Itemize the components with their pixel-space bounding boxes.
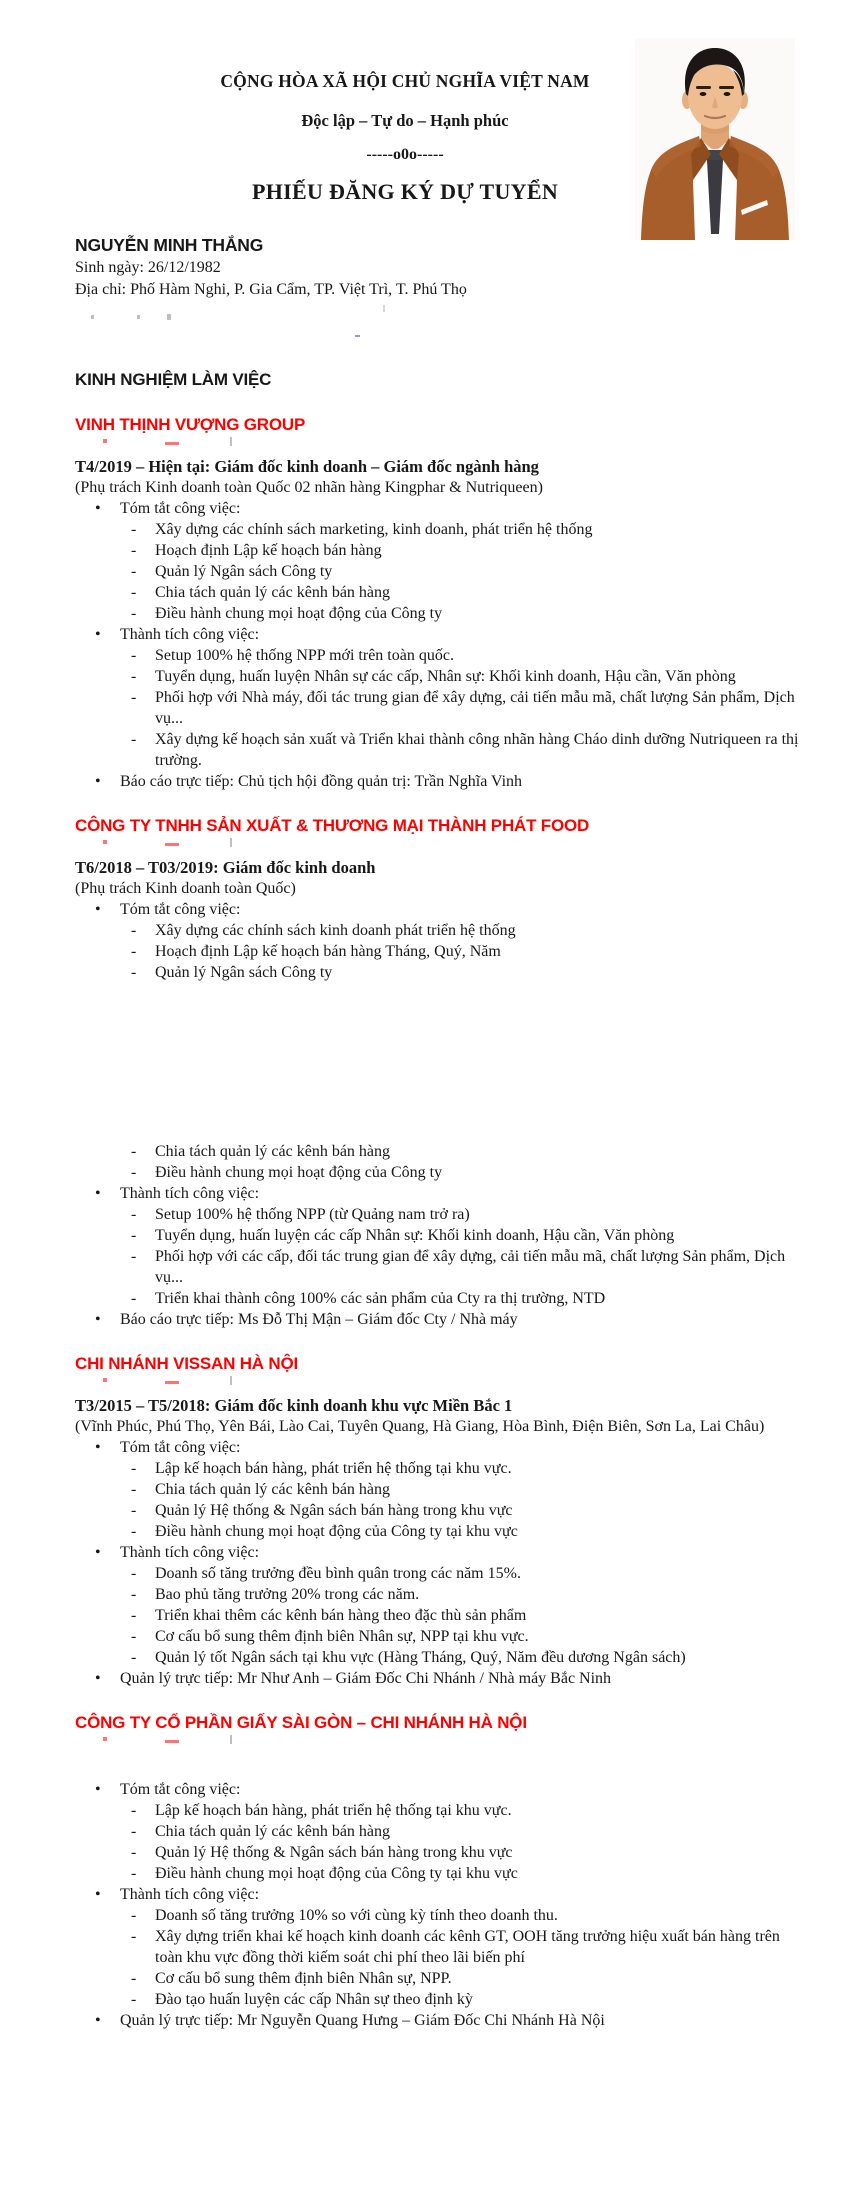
company-heading: CHI NHÁNH VISSAN HÀ NỘI bbox=[75, 1354, 299, 1373]
dash-icon: - bbox=[131, 521, 137, 538]
item-text: Xây dựng các chính sách marketing, kinh doanh, phát triển hệ thống bbox=[155, 521, 593, 538]
item-text: Chia tách quản lý các kênh bán hàng bbox=[155, 1481, 391, 1498]
applicant-info bbox=[75, 233, 805, 345]
bullet-item bbox=[75, 1437, 805, 1458]
item-text: Đào tạo huấn luyện các cấp Nhân sự theo định kỳ bbox=[155, 1991, 473, 2008]
dash-icon: - bbox=[131, 1164, 137, 1181]
erased-mark bbox=[103, 1737, 107, 1741]
national-motto: Độc lập – Tự do – Hạnh phúc bbox=[301, 111, 509, 130]
erased-mark bbox=[165, 1381, 179, 1384]
dash-icon: - bbox=[131, 1290, 137, 1307]
header-divider: -----o0o----- bbox=[366, 146, 444, 163]
item-text: Tuyển dụng, huấn luyện Nhân sự các cấp, Nhân sự: Khối kinh doanh, Hậu cần, Văn phòng bbox=[155, 668, 736, 685]
bullet-item bbox=[75, 1884, 805, 1905]
item-text: Tóm tắt công việc: bbox=[120, 1439, 241, 1456]
dash-item bbox=[75, 666, 805, 687]
dash-item bbox=[75, 1458, 805, 1479]
bullet-icon: • bbox=[95, 901, 101, 918]
item-text: Tóm tắt công việc: bbox=[120, 1781, 241, 1798]
item-text: Setup 100% hệ thống NPP (từ Quảng nam trở ra) bbox=[155, 1206, 470, 1223]
dash-item bbox=[75, 1479, 805, 1500]
erased-mark bbox=[103, 840, 107, 844]
dash-item bbox=[75, 1521, 805, 1542]
dash-icon: - bbox=[131, 1823, 137, 1840]
dash-item bbox=[75, 1926, 805, 1968]
dash-item bbox=[75, 519, 805, 540]
item-text: Quản lý Ngân sách Công ty bbox=[155, 964, 333, 981]
company-heading: VINH THỊNH VƯỢNG GROUP bbox=[75, 415, 306, 434]
job-scope-line: (Phụ trách Kinh doanh toàn Quốc 02 nhãn hàng Kingphar & Nutriqueen) bbox=[75, 479, 543, 496]
item-text: Thành tích công việc: bbox=[120, 626, 260, 643]
dash-icon: - bbox=[131, 1865, 137, 1882]
dash-item bbox=[75, 920, 805, 941]
item-text: Quản lý Hệ thống & Ngân sách bán hàng trong khu vực bbox=[155, 1502, 513, 1519]
erased-text-remnant bbox=[75, 436, 805, 451]
item-text: Cơ cấu bổ sung thêm định biên Nhân sự, NPP tại khu vực. bbox=[155, 1628, 529, 1645]
bullet-icon: • bbox=[95, 1185, 101, 1202]
bullet-icon: • bbox=[95, 1886, 101, 1903]
item-text: Phối hợp với các cấp, đối tác trung gian để xây dựng, cải tiến mẫu mã, chất lượng Sản phẩm, Dịch vụ... bbox=[155, 1248, 786, 1286]
applicant-photo bbox=[635, 38, 795, 240]
erased-mark bbox=[103, 439, 107, 443]
dash-item bbox=[75, 1800, 805, 1821]
dash-item bbox=[75, 1989, 805, 2010]
form-title: PHIẾU ĐĂNG KÝ DỰ TUYỂN bbox=[251, 179, 559, 204]
dash-item bbox=[75, 645, 805, 666]
item-text: Quản lý tốt Ngân sách tại khu vực (Hàng Tháng, Quý, Năm đều dương Ngân sách) bbox=[155, 1649, 686, 1666]
bullet-item bbox=[75, 771, 805, 792]
applicant-birthdate: Sinh ngày: 26/12/1982 bbox=[75, 259, 221, 276]
experience-section-title: KINH NGHIỆM LÀM VIỆC bbox=[75, 370, 272, 389]
bullet-item bbox=[75, 624, 805, 645]
erased-mark bbox=[230, 1735, 232, 1744]
erased-mark bbox=[103, 1378, 107, 1382]
dash-item bbox=[75, 1647, 805, 1668]
dash-icon: - bbox=[131, 1565, 137, 1582]
applicant-name: NGUYỄN MINH THẮNG bbox=[75, 235, 264, 255]
item-text: Thành tích công việc: bbox=[120, 1886, 260, 1903]
item-text: Lập kế hoạch bán hàng, phát triển hệ thống tại khu vực. bbox=[155, 1802, 512, 1819]
bullet-icon: • bbox=[95, 1439, 101, 1456]
item-text: Chia tách quản lý các kênh bán hàng bbox=[155, 1143, 391, 1160]
experience-list bbox=[75, 414, 805, 2031]
item-text: Quản lý trực tiếp: Mr Như Anh – Giám Đốc Chi Nhánh / Nhà máy Bắc Ninh bbox=[120, 1670, 612, 1687]
item-text: Lập kế hoạch bán hàng, phát triển hệ thống tại khu vực. bbox=[155, 1460, 512, 1477]
item-text: Triển khai thành công 100% các sản phẩm của Cty ra thị trường, NTD bbox=[155, 1290, 606, 1307]
erased-mark bbox=[165, 843, 179, 846]
dash-icon: - bbox=[131, 1802, 137, 1819]
item-text: Điều hành chung mọi hoạt động của Công ty tại khu vực bbox=[155, 1523, 518, 1540]
item-text: Thành tích công việc: bbox=[120, 1185, 260, 1202]
erased-mark bbox=[230, 838, 232, 847]
item-text: Tuyển dụng, huấn luyện các cấp Nhân sự: Khối kinh doanh, Hậu cần, Văn phòng bbox=[155, 1227, 675, 1244]
dash-icon: - bbox=[131, 1907, 137, 1924]
company-heading: CÔNG TY TNHH SẢN XUẤT & THƯƠNG MẠI THÀNH PHÁT FOOD bbox=[75, 816, 590, 835]
dash-icon: - bbox=[131, 563, 137, 580]
dash-icon: - bbox=[131, 1502, 137, 1519]
bullet-item bbox=[75, 899, 805, 920]
item-text: Điều hành chung mọi hoạt động của Công ty bbox=[155, 1164, 443, 1181]
dash-icon: - bbox=[131, 943, 137, 960]
item-text: Quản lý Hệ thống & Ngân sách bán hàng trong khu vực bbox=[155, 1844, 513, 1861]
page-break-gap bbox=[75, 1749, 805, 1779]
dash-item bbox=[75, 1626, 805, 1647]
job-scope-line: (Phụ trách Kinh doanh toàn Quốc) bbox=[75, 880, 296, 897]
dash-item bbox=[75, 603, 805, 624]
bullet-icon: • bbox=[95, 1311, 101, 1328]
dash-item bbox=[75, 1584, 805, 1605]
bullet-icon: • bbox=[95, 1781, 101, 1798]
dash-icon: - bbox=[131, 1970, 137, 1987]
portrait-illustration bbox=[635, 38, 795, 240]
bullet-item bbox=[75, 1183, 805, 1204]
dash-icon: - bbox=[131, 1586, 137, 1603]
bullet-icon: • bbox=[95, 1544, 101, 1561]
dash-item bbox=[75, 1141, 805, 1162]
dash-icon: - bbox=[131, 1649, 137, 1666]
bullet-icon: • bbox=[95, 773, 101, 790]
dash-item bbox=[75, 1204, 805, 1225]
bullet-icon: • bbox=[95, 2012, 101, 2029]
job-title-line: T6/2018 – T03/2019: Giám đốc kinh doanh bbox=[75, 858, 376, 877]
bullet-icon: • bbox=[95, 500, 101, 517]
dash-item bbox=[75, 941, 805, 962]
item-text: Xây dựng triển khai kế hoạch kinh doanh các kênh GT, OOH tăng trưởng hiệu xuất bán hàng trên toàn khu vực đồng thời kiếm soát chi phí theo lãi biến phí bbox=[155, 1928, 780, 1966]
item-text: Điều hành chung mọi hoạt động của Công ty bbox=[155, 605, 443, 622]
item-text: Quản lý trực tiếp: Mr Nguyễn Quang Hưng – Giám Đốc Chi Nhánh Hà Nội bbox=[120, 2012, 605, 2029]
dash-icon: - bbox=[131, 1844, 137, 1861]
item-text: Tóm tắt công việc: bbox=[120, 500, 241, 517]
item-text: Điều hành chung mọi hoạt động của Công ty tại khu vực bbox=[155, 1865, 518, 1882]
bullet-icon: • bbox=[95, 1670, 101, 1687]
dash-icon: - bbox=[131, 1143, 137, 1160]
dash-icon: - bbox=[131, 584, 137, 601]
dash-item bbox=[75, 1605, 805, 1626]
dash-icon: - bbox=[131, 689, 137, 706]
dash-icon: - bbox=[131, 605, 137, 622]
item-text: Phối hợp với Nhà máy, đối tác trung gian để xây dựng, cải tiến mẫu mã, chất lượng Sản phẩm, Dịch vụ... bbox=[155, 689, 795, 727]
bullet-item bbox=[75, 1309, 805, 1330]
bullet-item bbox=[75, 1779, 805, 1800]
item-text: Hoạch định Lập kế hoạch bán hàng bbox=[155, 542, 382, 559]
erased-text-remnant bbox=[75, 1734, 805, 1749]
item-text: Tóm tắt công việc: bbox=[120, 901, 241, 918]
item-text: Bao phủ tăng trưởng 20% trong các năm. bbox=[155, 1586, 420, 1603]
dash-icon: - bbox=[131, 1460, 137, 1477]
job-title-line: T4/2019 – Hiện tại: Giám đốc kinh doanh – Giám đốc ngành hàng bbox=[75, 457, 539, 476]
dash-icon: - bbox=[131, 1523, 137, 1540]
item-text: Doanh số tăng trưởng 10% so với cùng kỳ tính theo doanh thu. bbox=[155, 1907, 558, 1924]
dash-item bbox=[75, 1225, 805, 1246]
item-text: Triển khai thêm các kênh bán hàng theo đặc thù sản phẩm bbox=[155, 1607, 527, 1624]
item-text: Xây dựng các chính sách kinh doanh phát triển hệ thống bbox=[155, 922, 516, 939]
dash-icon: - bbox=[131, 1628, 137, 1645]
dash-icon: - bbox=[131, 647, 137, 664]
dash-item bbox=[75, 1288, 805, 1309]
dash-item bbox=[75, 540, 805, 561]
dash-item bbox=[75, 1821, 805, 1842]
job-title-line: T3/2015 – T5/2018: Giám đốc kinh doanh khu vực Miền Bắc 1 bbox=[75, 1396, 513, 1415]
dash-item bbox=[75, 1563, 805, 1584]
dash-icon: - bbox=[131, 1928, 137, 1945]
dash-icon: - bbox=[131, 1607, 137, 1624]
bullet-item bbox=[75, 1542, 805, 1563]
dash-icon: - bbox=[131, 1227, 137, 1244]
dash-item bbox=[75, 1246, 805, 1288]
bullet-item bbox=[75, 1668, 805, 1689]
dash-icon: - bbox=[131, 668, 137, 685]
company-heading: CÔNG TY CỔ PHẦN GIẤY SÀI GÒN – CHI NHÁNH HÀ NỘI bbox=[75, 1713, 527, 1732]
erased-text-remnant bbox=[75, 837, 805, 852]
erased-mark bbox=[165, 442, 179, 445]
dash-icon: - bbox=[131, 542, 137, 559]
dash-icon: - bbox=[131, 1991, 137, 2008]
erased-mark bbox=[165, 1740, 179, 1743]
applicant-address: Địa chỉ: Phố Hàm Nghi, P. Gia Cẩm, TP. Việt Trì, T. Phú Thọ bbox=[75, 281, 467, 298]
item-text: Doanh số tăng trưởng đều bình quân trong các năm 15%. bbox=[155, 1565, 521, 1582]
dash-icon: - bbox=[131, 922, 137, 939]
erased-text-remnant bbox=[75, 1375, 805, 1390]
dash-item bbox=[75, 729, 805, 771]
job-scope-line: (Vĩnh Phúc, Phú Thọ, Yên Bái, Lào Cai, Tuyên Quang, Hà Giang, Hòa Bình, Điện Biên, Sơn La, Lai Châu) bbox=[75, 1418, 765, 1435]
item-text: Setup 100% hệ thống NPP mới trên toàn quốc. bbox=[155, 647, 454, 664]
national-title: CỘNG HÒA XÃ HỘI CHỦ NGHĨA VIỆT NAM bbox=[220, 71, 590, 91]
dash-icon: - bbox=[131, 1481, 137, 1498]
item-text: Báo cáo trực tiếp: Chủ tịch hội đồng quản trị: Trần Nghĩa Vinh bbox=[120, 773, 523, 790]
item-text: Cơ cấu bổ sung thêm định biên Nhân sự, NPP. bbox=[155, 1970, 452, 1987]
item-text: Chia tách quản lý các kênh bán hàng bbox=[155, 1823, 391, 1840]
item-text: Quản lý Ngân sách Công ty bbox=[155, 563, 333, 580]
bullet-icon: • bbox=[95, 626, 101, 643]
erased-text-remnant bbox=[75, 301, 805, 345]
item-text: Thành tích công việc: bbox=[120, 1544, 260, 1561]
dash-icon: - bbox=[131, 964, 137, 981]
dash-item bbox=[75, 1500, 805, 1521]
dash-icon: - bbox=[131, 1248, 137, 1265]
dash-item bbox=[75, 1968, 805, 1989]
bullet-item bbox=[75, 498, 805, 519]
erased-mark bbox=[230, 437, 232, 446]
item-text: Hoạch định Lập kế hoạch bán hàng Tháng, Quý, Năm bbox=[155, 943, 501, 960]
dash-item bbox=[75, 561, 805, 582]
bullet-item bbox=[75, 2010, 805, 2031]
dash-item bbox=[75, 1842, 805, 1863]
item-text: Xây dựng kế hoạch sản xuất và Triển khai thành công nhãn hàng Cháo dinh dưỡng Nutriqueen ra thị trường. bbox=[155, 731, 799, 769]
dash-icon: - bbox=[131, 731, 137, 748]
item-text: Chia tách quản lý các kênh bán hàng bbox=[155, 584, 391, 601]
dash-item bbox=[75, 582, 805, 603]
page-break-gap bbox=[75, 983, 805, 1141]
item-text: Báo cáo trực tiếp: Ms Đỗ Thị Mận – Giám đốc Cty / Nhà máy bbox=[120, 1311, 518, 1328]
dash-item bbox=[75, 1863, 805, 1884]
dash-icon: - bbox=[131, 1206, 137, 1223]
dash-item bbox=[75, 962, 805, 983]
erased-mark bbox=[230, 1376, 232, 1385]
dash-item bbox=[75, 687, 805, 729]
dash-item bbox=[75, 1162, 805, 1183]
dash-item bbox=[75, 1905, 805, 1926]
